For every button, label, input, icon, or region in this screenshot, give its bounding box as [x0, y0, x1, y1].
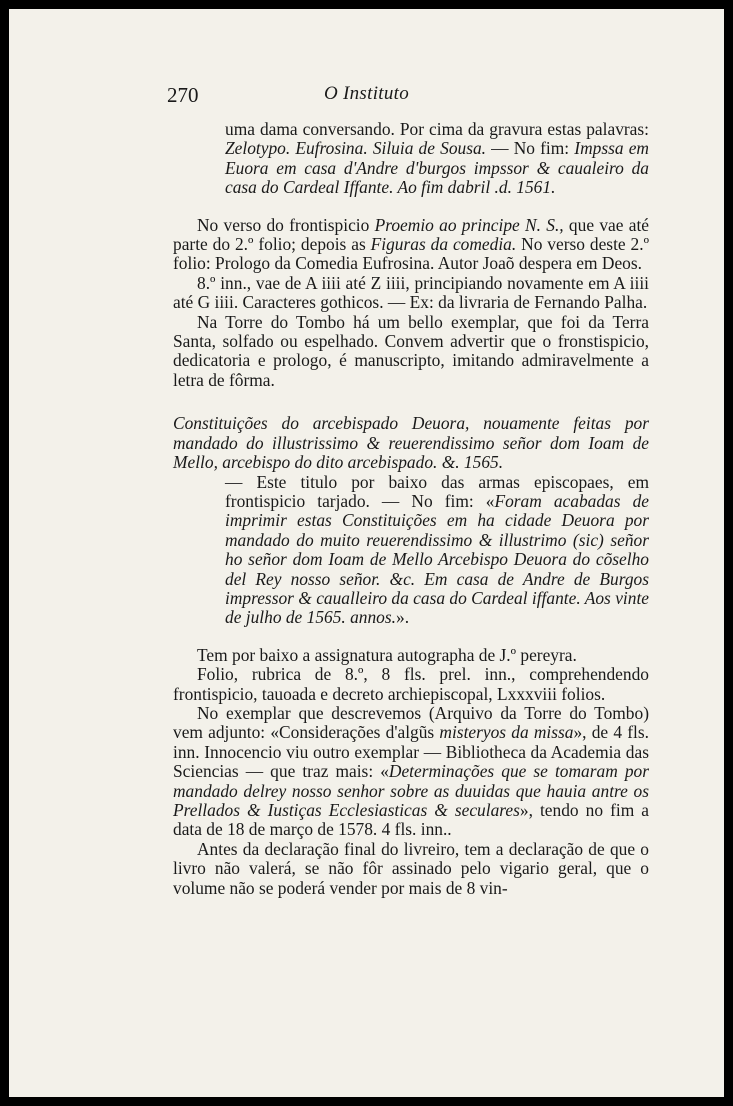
- text-run: », tendo no fim a data de 18 de março de 1578. 4 fls. inn..: [173, 800, 649, 840]
- text-run: ».: [396, 607, 410, 628]
- page-number: 270: [167, 83, 199, 107]
- italic-run: Figuras da comedia.: [370, 234, 517, 255]
- page-body: [173, 120, 649, 898]
- italic-run: Proemio ao principe N. S.,: [374, 214, 564, 235]
- paragraph-folio: Folio, rubrica de 8.º, 8 fls. prel. inn., comprehendendo frontispicio, tauoada e decreto archiepiscopal, Lxxxviii folios.: [173, 664, 649, 704]
- italic-run: Determinações que se tomaram por mandado delrey nosso senhor sobre as duuidas que hauia antre os Prellados & Iustiças Ecclesiasticas & seculares: [173, 761, 649, 820]
- paragraph-verso: [173, 216, 649, 274]
- paragraph-format: 8.º inn., vae de A iiii até Z iiii, principiando novamente em A iiii até G iiii. Caracteres gothicos. — Ex: da livraria de Fernando Palha.: [173, 272, 649, 313]
- paragraph-assignatura: Tem por baixo a assignatura autographa de J.º pereyra.: [197, 644, 577, 665]
- paragraph-torre-tombo: Na Torre do Tombo há um bello exemplar, que foi da Terra Santa, solfado ou espelhado. Convem advertir que o fronstispicio, dedicatoria e prologo, é manuscripto, imitando admiravelmente a letra de fôrma.: [173, 311, 649, 390]
- text-run: — Este titulo por baixo das armas episcopaes, em frontispicio tarjado. — No fim: «: [225, 471, 649, 511]
- text-run: uma dama conversando. Por cima da gravura estas palavras:: [225, 119, 649, 139]
- paragraph-declaracao: Antes da declaração final do livreiro, tem a declaração de que o livro não valerá, se não fôr assinado pelo vigario geral, que o volume não se poderá vender por mais de 8 vin-: [173, 838, 649, 898]
- italic-title: Constituições do arcebispado Deuora, nouamente feitas por mandado do illustrissimo & reuerendissimo señor dom Ioam de Mello, arcebispo do dito arcebispado. &. 1565.: [173, 413, 649, 473]
- paragraph-constituicoes: [173, 414, 649, 472]
- italic-run: Impssa em Euora em casa d'Andre d'burgos impssor & caualeiro da casa do Cardeal Iffante. Ao fim dabril .d. 1561.: [225, 138, 649, 198]
- paragraph-gravura: [173, 120, 649, 198]
- text-run: que vae até parte do 2.º folio; depois as: [173, 214, 649, 255]
- italic-run: misteryos da missa: [439, 722, 574, 743]
- text-run: No verso deste 2.º folio: Prologo da Comedia Eufrosina. Autor Joaõ despera em Deos.: [173, 234, 649, 274]
- page-header: [9, 79, 724, 109]
- text-run: — No fim:: [486, 138, 575, 159]
- italic-run: Foram acabadas de imprimir estas Constituições em ha cidade Deuora por mandado do muito reuerendissimo & illustrimo (sic) señor ho señor dom Ioam de Mello Arcebispo Deuora do cõselho del Rey nosso señor. &c. Em casa de Andre de Burgos impressor & caualleiro da casa do Cardeal iffante. Aos vinte de julho de 1565. annos.: [225, 490, 649, 628]
- italic-run: Zelotypo. Eufrosina. Siluia de Sousa.: [225, 138, 487, 159]
- paragraph-exemplar: [173, 704, 649, 840]
- text-run: », de 4 fls. inn. Innocencio viu outro exemplar — Bibliotheca da Academia das Sciencias — que traz mais: «: [173, 722, 649, 782]
- text-run: No verso do frontispicio: [197, 214, 375, 235]
- running-title: O Instituto: [323, 83, 410, 104]
- text-run: No exemplar que descrevemos (Arquivo da Torre do Tombo) vem adjunto: «Considerações d'algũs: [173, 702, 649, 743]
- book-page: [9, 9, 724, 1097]
- paragraph-constituicoes-note: [173, 473, 649, 628]
